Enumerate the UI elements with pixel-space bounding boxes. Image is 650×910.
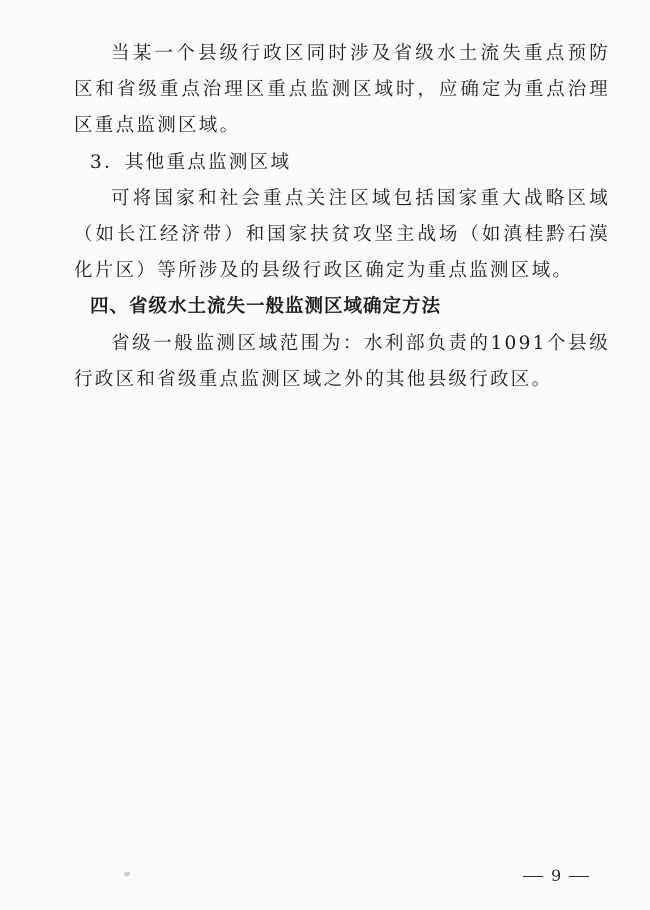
paragraph-national-focus-areas: 可将国家和社会重点关注区域包括国家重大战略区域（如长江经济带）和国家扶贫攻坚主战场（如滇桂黔石漠化片区）等所涉及的县级行政区确定为重点监测区域。: [74, 187, 610, 282]
paragraph-general-monitoring-scope: 省级一般监测区域范围为：水利部负责的1091个县级行政区和省级重点监测区域之外的其他县级行政区。: [74, 332, 610, 390]
scan-speck: [123, 871, 130, 877]
page-number: 9: [551, 866, 562, 885]
page-footer: [515, 866, 597, 885]
paragraph-monitoring-priority: 当某一个县级行政区同时涉及省级水土流失重点预防区和省级重点治理区重点监测区域时，应确定为重点治理区重点监测区域。: [74, 43, 610, 137]
footer-dash-left: [523, 876, 543, 877]
subheading-other-key-areas: 3．其他重点监测区域: [90, 151, 292, 173]
footer-dash-right: [569, 876, 589, 877]
document-body: [74, 36, 610, 398]
section-heading-general-monitoring: 四、省级水土流失一般监测区域确定方法: [90, 296, 442, 318]
